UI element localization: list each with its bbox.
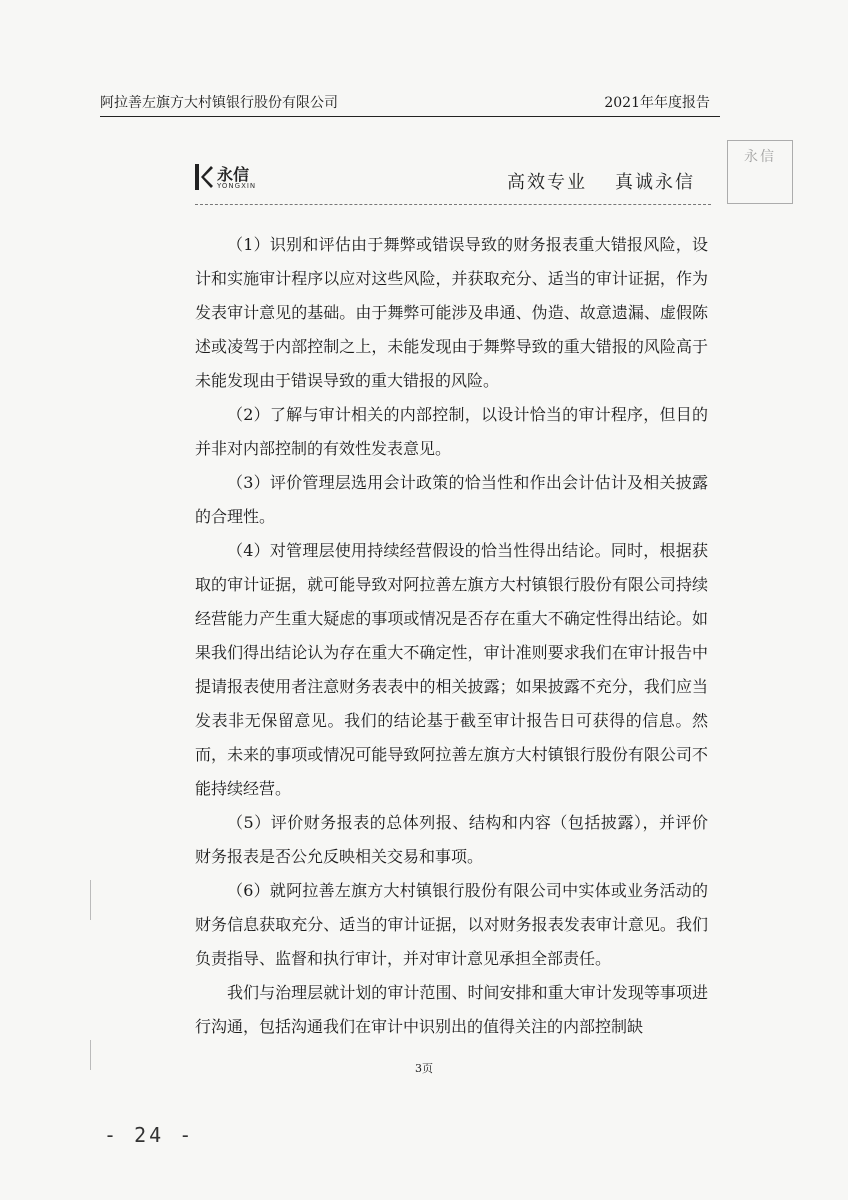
slogan xyxy=(507,168,695,194)
page-number: 3页 xyxy=(415,1062,433,1075)
running-header xyxy=(100,90,720,117)
brand-bar xyxy=(195,156,711,205)
seal-text: 永信 xyxy=(744,149,776,165)
paragraph: （6）就阿拉善左旗方大村镇银行股份有限公司中实体或业务活动的财务信息获取充分、适当的审计证据，以对财务报表发表审计意见。我们负责指导、监督和执行审计，并对审计意见承担全部责任。 xyxy=(195,881,708,968)
report-title: 2021年年度报告 xyxy=(604,95,710,111)
paragraph: （2）了解与审计相关的内部控制，以设计恰当的审计程序，但目的并非对内部控制的有效性发表意见。 xyxy=(195,405,708,458)
paragraph: （5）评价财务报表的总体列报、结构和内容（包括披露），并评价财务报表是否公允反映相关交易和事项。 xyxy=(195,813,708,866)
paragraph: （4）对管理层使用持续经营假设的恰当性得出结论。同时，根据获取的审计证据，就可能导致对阿拉善左旗方大村镇银行股份有限公司持续经营能力产生重大疑虑的事项或情况是否存在重大不确定性得出结论。如果我们得出结论认为存在重大不确定性，审计准则要求我们在审计报告中提请报表使用者注意财务表表中的相关披露；如果披露不充分，我们应当发表非无保留意见。我们的结论基于截至审计报告日可获得的信息。然而，未来的事项或情况可能导致阿拉善左旗方大村镇银行股份有限公司不能持续经营。 xyxy=(195,541,708,798)
yongxin-logo xyxy=(195,162,295,196)
body-text xyxy=(195,228,708,1044)
logo-en-text: YONGXIN xyxy=(217,182,257,190)
stamp-seal xyxy=(727,140,793,204)
book-page-number: - 24 - xyxy=(104,1123,195,1147)
margin-scan-line xyxy=(90,1040,91,1070)
slogan-left: 高效专业 xyxy=(507,172,587,193)
paragraph: 我们与治理层就计划的审计范围、时间安排和重大审计发现等事项进行沟通，包括沟通我们在审计中识别出的值得关注的内部控制缺 xyxy=(195,983,708,1036)
slogan-right: 真诚永信 xyxy=(615,172,695,193)
company-name: 阿拉善左旗方大村镇银行股份有限公司 xyxy=(100,95,338,111)
paragraph: （3）评价管理层选用会计政策的恰当性和作出会计估计及相关披露的合理性。 xyxy=(195,473,708,526)
margin-scan-line xyxy=(90,880,91,920)
logo-mark-icon xyxy=(195,164,213,190)
logo-cn-text: 永信 xyxy=(217,165,250,184)
paragraph: （1）识别和评估由于舞弊或错误导致的财务报表重大错报风险，设计和实施审计程序以应对这些风险，并获取充分、适当的审计证据，作为发表审计意见的基础。由于舞弊可能涉及串通、伪造、故意遗漏、虚假陈述或凌驾于内部控制之上，未能发现由于舞弊导致的重大错报的风险高于未能发现由于错误导致的重大错报的风险。 xyxy=(195,235,708,390)
